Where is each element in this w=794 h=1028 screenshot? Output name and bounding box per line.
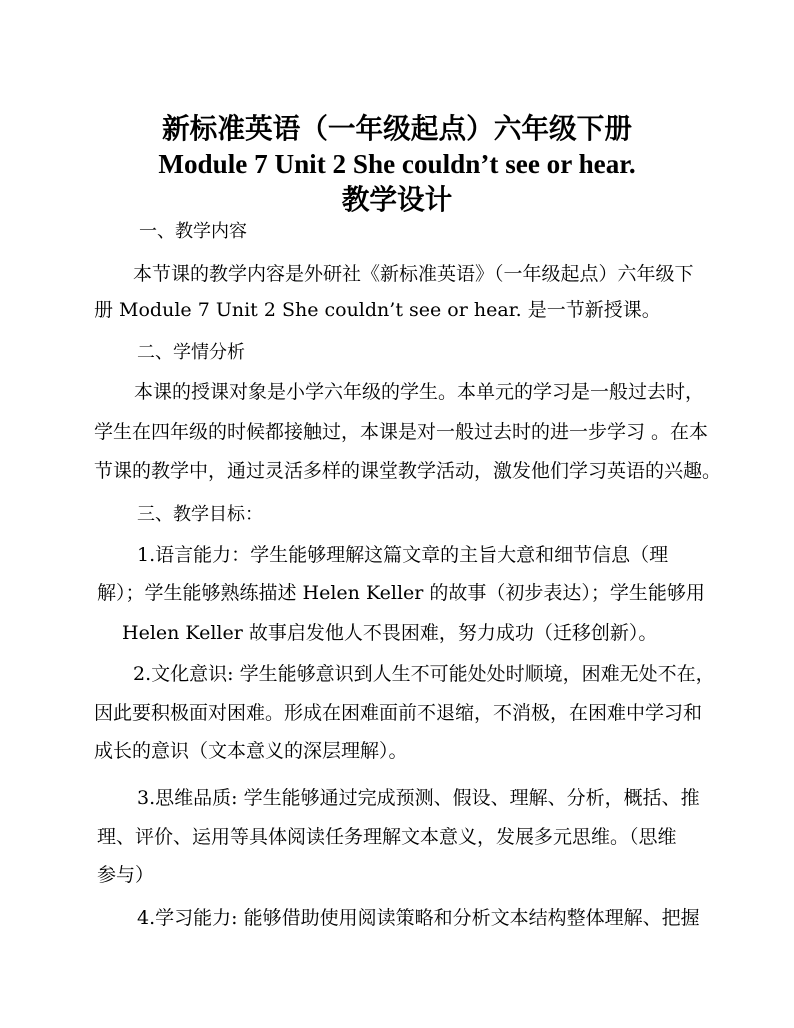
goal-culture-line: 成长的意识（文本意义的深层理解）。 (94, 740, 408, 762)
paragraph-line: 本节课的教学内容是外研社《新标准英语》（一年级起点）六年级下 (133, 263, 694, 285)
goal-language-line: 解）；学生能够熟练描述 Helen Keller 的故事（初步表达）；学生能够用 (97, 582, 705, 604)
doc-title-subtitle: 教学设计 (341, 183, 453, 216)
goal-thinking-line: 3.思维品质: 学生能够通过完成预测、假设、理解、分析，概括、推 (137, 787, 700, 809)
doc-title-english: Module 7 Unit 2 She couldn’t see or hear. (158, 149, 636, 179)
section-heading-teaching-content: 一、教学内容 (139, 221, 247, 242)
goal-culture-line: 2.文化意识: 学生能够意识到人生不可能处处时顺境，困难无处不在， (133, 663, 715, 685)
goal-thinking-line: 理、评价、运用等具体阅读任务理解文本意义，发展多元思维。（思维 (97, 826, 677, 848)
section-heading-teaching-goals: 三、教学目标： (137, 504, 263, 525)
section-heading-learner-analysis: 二、学情分析 (137, 342, 245, 363)
doc-title-chinese: 新标准英语（一年级起点）六年级下册 (162, 112, 632, 145)
paragraph-line: 本课的授课对象是小学六年级的学生。本单元的学习是一般过去时， (134, 381, 705, 403)
paragraph-line: 节课的教学中，通过灵活多样的课堂教学活动，激发他们学习英语的兴趣。 (94, 460, 722, 482)
paragraph-line: 册 Module 7 Unit 2 She couldn’t see or hear. 是一节新授课。 (94, 299, 661, 321)
goal-language-line: Helen Keller 故事启发他人不畏困难，努力成功（迁移创新）。 (122, 622, 658, 644)
goal-thinking-line: 参与） (97, 864, 155, 886)
goal-learning-line: 4.学习能力: 能够借助使用阅读策略和分析文本结构整体理解、把握 (137, 907, 700, 929)
goal-language-line: 1.语言能力：学生能够理解这篇文章的主旨大意和细节信息（理 (137, 544, 669, 566)
paragraph-line: 学生在四年级的时候都接触过，本课是对一般过去时的进一步学习 。在本 (94, 421, 709, 443)
goal-culture-line: 因此要积极面对困难。形成在困难面前不退缩，不消极，在困难中学习和 (94, 702, 703, 724)
